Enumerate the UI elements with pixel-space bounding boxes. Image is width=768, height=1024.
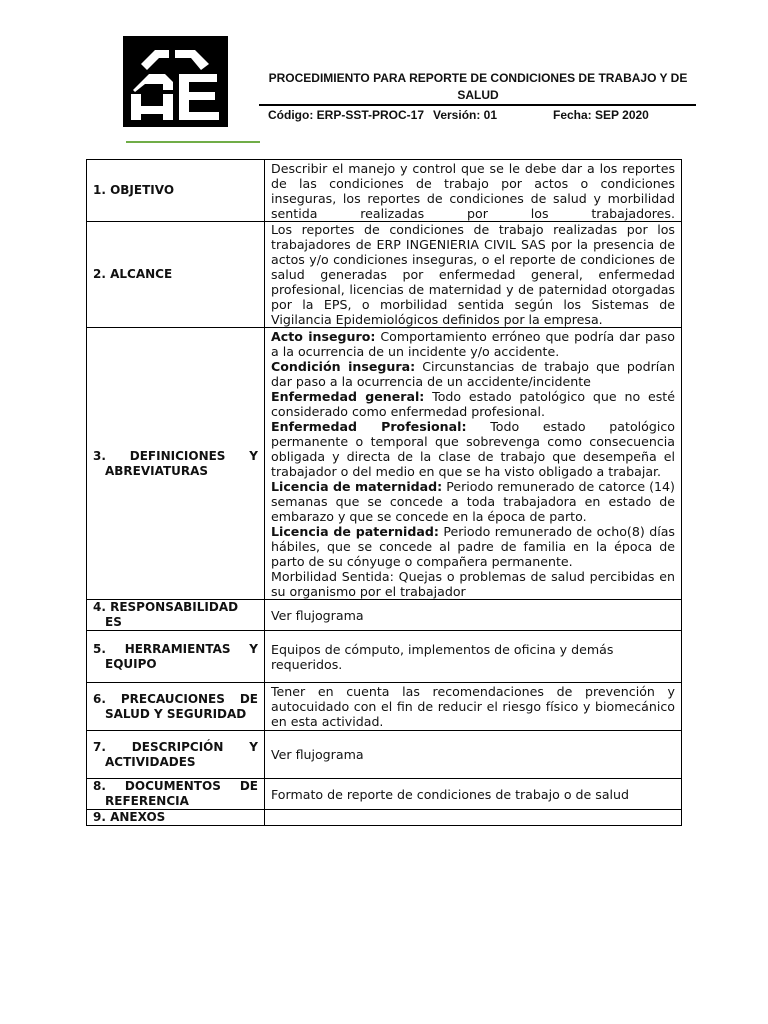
text-alcance: Los reportes de condiciones de trabajo realizadas por los trabajadores de ERP INGENIERIA CIVIL SAS por la presencia de actos y/o condiciones inseguras, o el reporte de condiciones de salud generadas por enfermedad general, enfermedad profesional, licencias de maternidad y de paternidad otorgadas por la EPS, o morbilidad sentida según los Sistemas de Vigilancia Epidemiológicos definidos por la empresa. bbox=[265, 222, 682, 328]
definition-term: Enfermedad general: bbox=[271, 388, 425, 404]
definition-item bbox=[271, 359, 675, 389]
text-anexos bbox=[265, 810, 682, 826]
document-code: Código: ERP-SST-PROC-17 bbox=[268, 108, 425, 122]
definition-item bbox=[271, 329, 675, 359]
logo-underline bbox=[126, 141, 260, 143]
text-responsabilidades: Ver flujograma bbox=[265, 600, 682, 631]
definition-morbilidad: Morbilidad Sentida: Quejas o problemas de salud percibidas en su organismo por el trabajador bbox=[271, 568, 675, 599]
text-herramientas: Equipos de cómputo, implementos de oficina y demás requeridos. bbox=[265, 631, 682, 683]
definition-term: Licencia de maternidad: bbox=[271, 478, 443, 494]
row-definiciones bbox=[87, 328, 682, 600]
row-documentos bbox=[87, 779, 682, 810]
label-descripcion: 7. DESCRIPCIÓN Y ACTIVIDADES bbox=[87, 731, 265, 779]
label-definiciones: 3. DEFINICIONES Y ABREVIATURAS bbox=[87, 328, 265, 600]
text-documentos: Formato de reporte de condiciones de trabajo o de salud bbox=[265, 779, 682, 810]
label-herramientas: 5. HERRAMIENTAS Y EQUIPO bbox=[87, 631, 265, 683]
row-anexos bbox=[87, 810, 682, 826]
definition-text: Circunstancias de trabajo que podrían dar paso a la ocurrencia de un accidente/incidente bbox=[271, 358, 675, 389]
procedure-table bbox=[86, 159, 682, 826]
definition-text: Periodo remunerado de catorce (14) semanas que se concede a toda trabajadora en estado de embarazo y que se concede en la época de parto. bbox=[271, 478, 675, 524]
definition-term: Licencia de paternidad: bbox=[271, 523, 439, 539]
row-responsabilidades bbox=[87, 600, 682, 631]
company-logo bbox=[123, 36, 228, 127]
text-precauciones: Tener en cuenta las recomendaciones de prevención y autocuidado con el fin de reducir el riesgo físico y biomecánico en esta actividad. bbox=[265, 683, 682, 731]
text-definiciones bbox=[265, 328, 682, 600]
definition-item bbox=[271, 524, 675, 569]
document-title-line2: SALUD bbox=[457, 88, 499, 102]
document-title bbox=[262, 70, 694, 104]
row-herramientas bbox=[87, 631, 682, 683]
label-objetivo: 1. OBJETIVO bbox=[87, 160, 265, 222]
definition-text: Periodo remunerado de ocho(8) días hábiles, que se concede al padre de familia en la época de parto de su cónyuge o compañera permanente. bbox=[271, 523, 675, 569]
definition-text: Todo estado patológico permanente o temporal que sobrevenga como consecuencia obligada y directa de la clase de trabajo que desempeña el trabajador o del medio en que se ha visto obligado a trabajar. bbox=[271, 418, 675, 479]
document-title-line1: PROCEDIMIENTO PARA REPORTE DE CONDICIONES DE TRABAJO Y DE bbox=[268, 71, 688, 85]
row-alcance bbox=[87, 222, 682, 328]
label-responsabilidades: 4. RESPONSABILIDAD ES bbox=[87, 600, 265, 631]
row-descripcion bbox=[87, 731, 682, 779]
row-objetivo bbox=[87, 160, 682, 222]
label-documentos: 8. DOCUMENTOS DE REFERENCIA bbox=[87, 779, 265, 810]
label-anexos: 9. ANEXOS bbox=[87, 810, 265, 826]
definition-text: Todo estado patológico que no esté considerado como enfermedad profesional. bbox=[271, 388, 675, 419]
label-alcance: 2. ALCANCE bbox=[87, 222, 265, 328]
document-date: Fecha: SEP 2020 bbox=[553, 108, 649, 122]
definition-text: Comportamiento erróneo que podría dar paso a la ocurrencia de un incidente y/o accidente. bbox=[271, 328, 675, 359]
text-objetivo: Describir el manejo y control que se le debe dar a los reportes de las condiciones de trabajo por actos o condiciones inseguras, los reportes de condiciones de salud y morbilidad sentida realizadas por los trabajadores. bbox=[265, 160, 682, 222]
row-precauciones bbox=[87, 683, 682, 731]
text-descripcion: Ver flujograma bbox=[265, 731, 682, 779]
definition-item bbox=[271, 389, 675, 419]
label-precauciones: 6. PRECAUCIONES DE SALUD Y SEGURIDAD bbox=[87, 683, 265, 731]
definition-term: Enfermedad Profesional: bbox=[271, 418, 467, 434]
document-version: Versión: 01 bbox=[433, 108, 498, 122]
definition-term: Condición insegura: bbox=[271, 358, 416, 374]
definition-item bbox=[271, 419, 675, 479]
definition-term: Acto inseguro: bbox=[271, 328, 376, 344]
definition-item bbox=[271, 479, 675, 524]
header-rule bbox=[259, 104, 696, 106]
